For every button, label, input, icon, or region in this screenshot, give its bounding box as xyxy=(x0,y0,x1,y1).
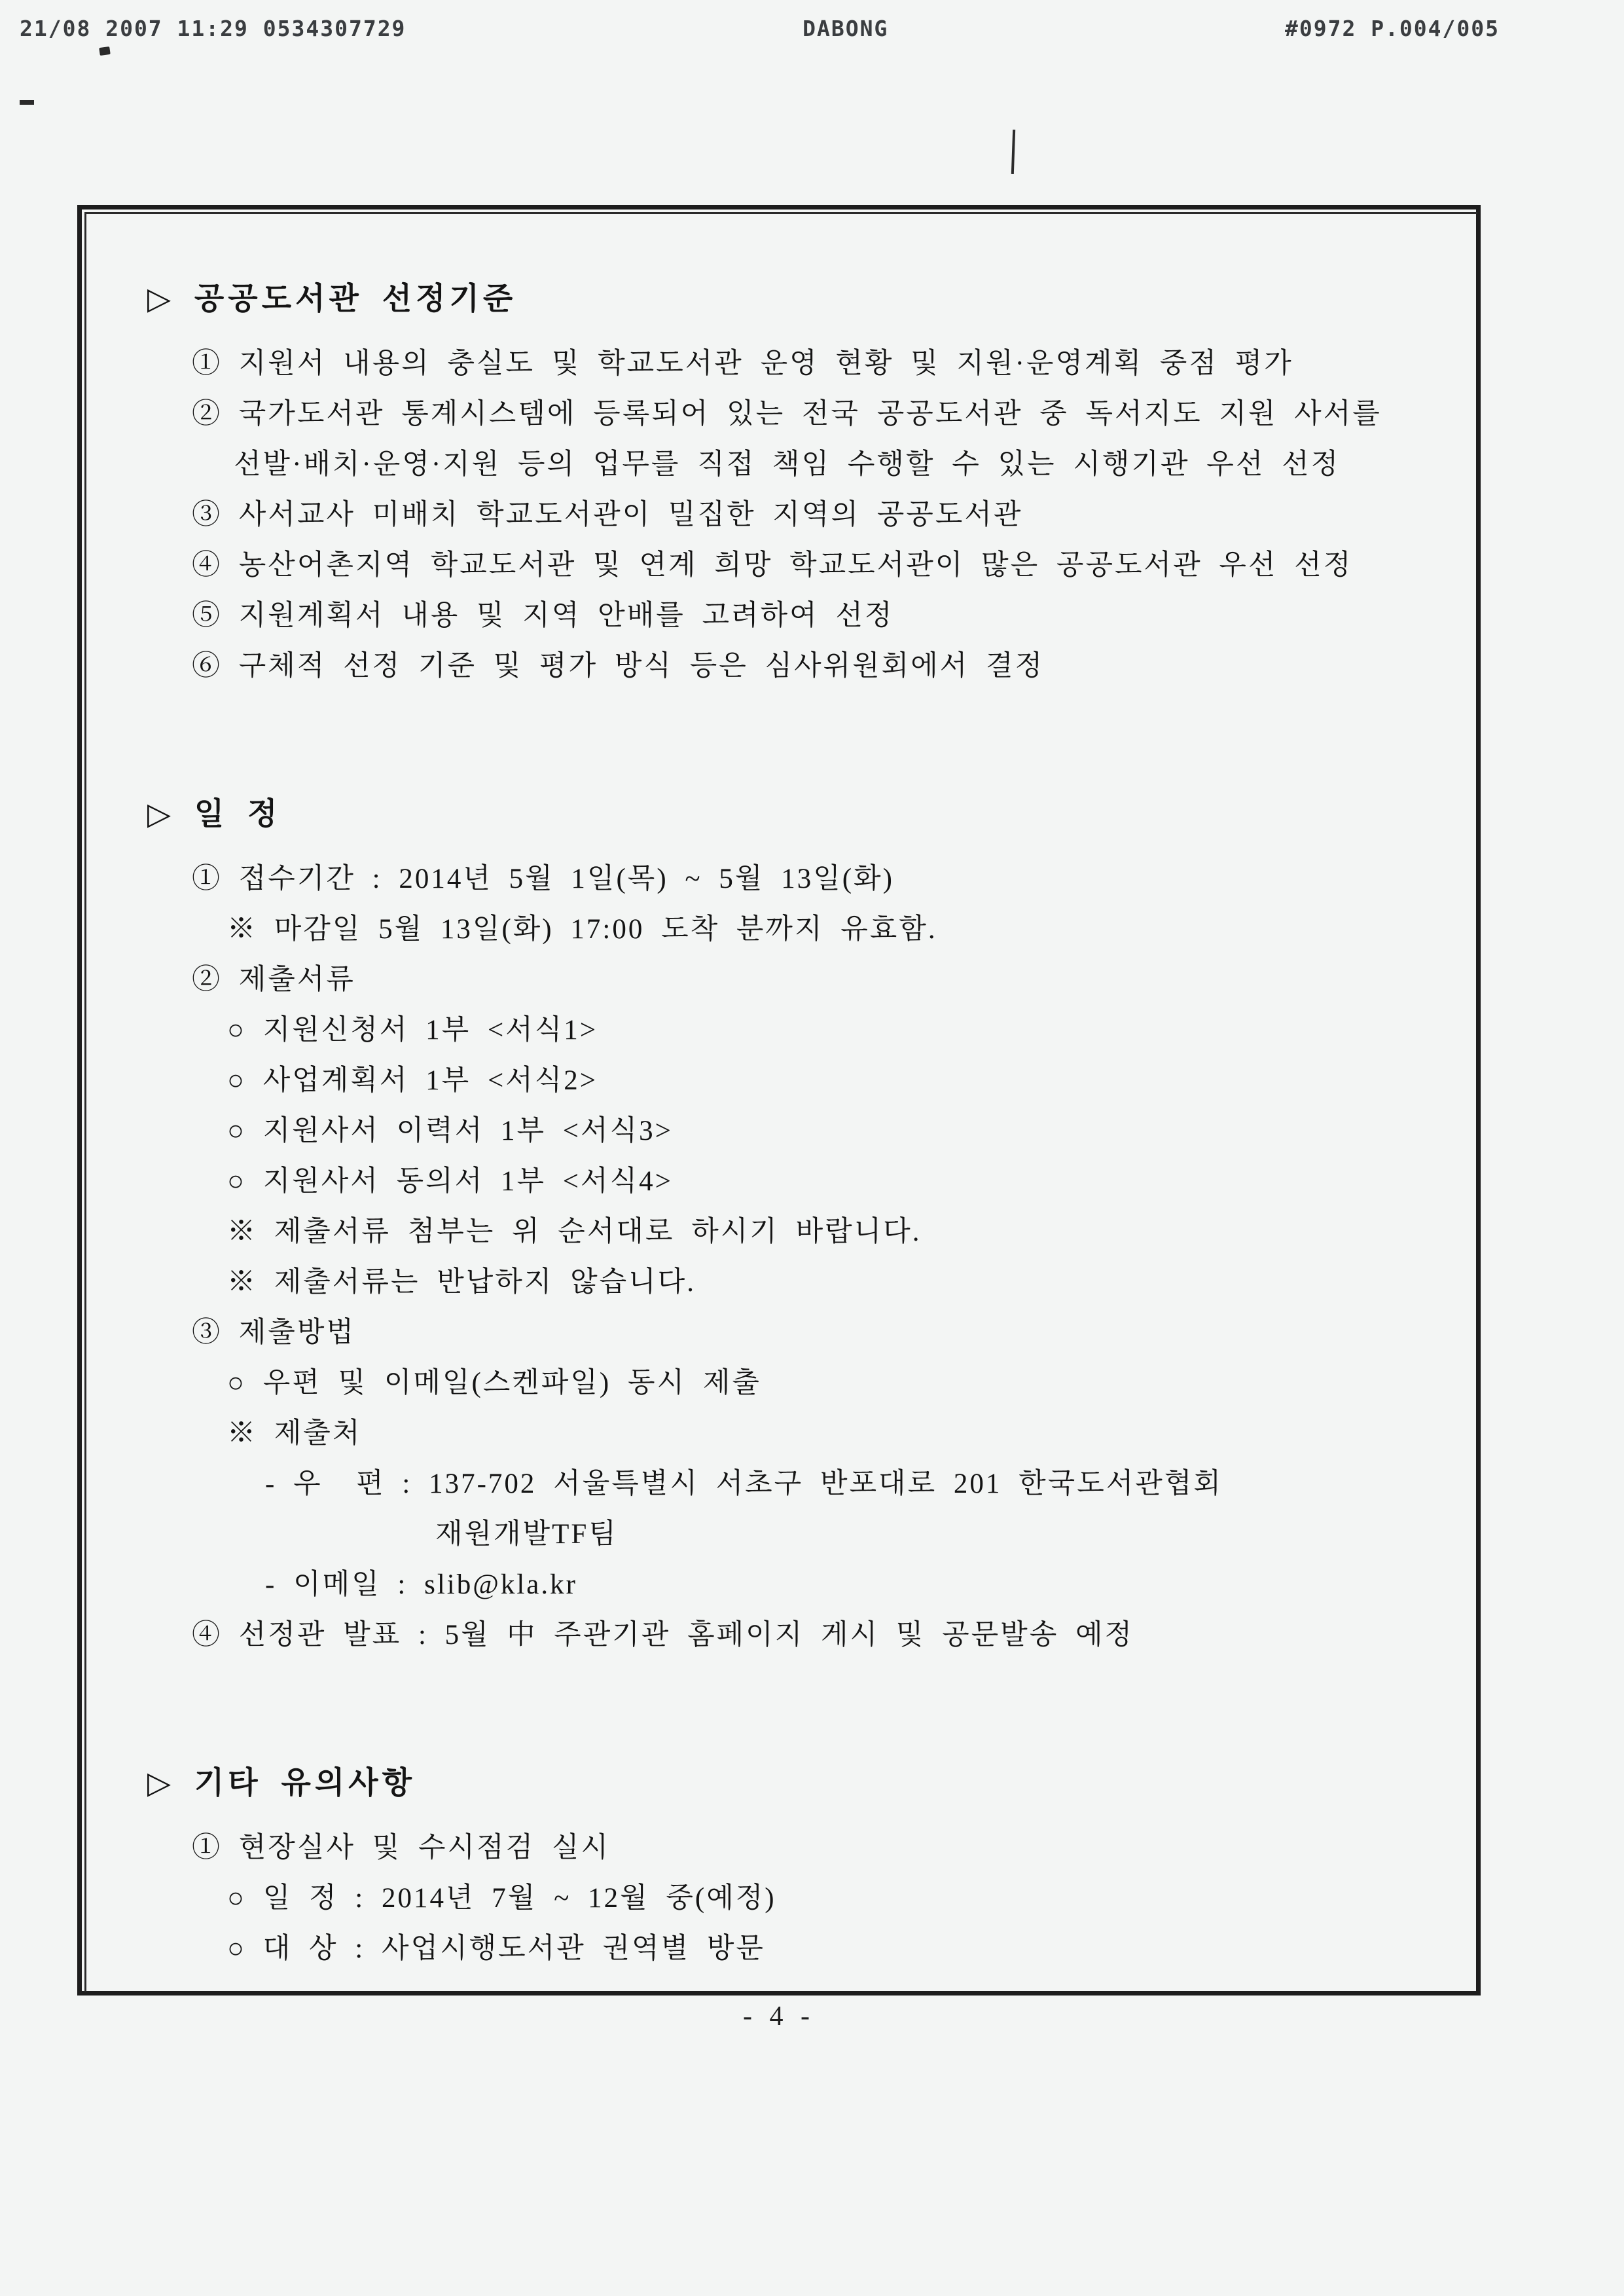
criteria-item-2: ② 국가도서관 통계시스템에 등록되어 있는 전국 공공도서관 중 독서지도 지원 사서를 xyxy=(192,399,1382,429)
notes-section-title: ▷ 기타 유의사항 xyxy=(147,1766,416,1800)
schedule-postal-address: - 우 편 : 137-702 서울특별시 서초구 반포대로 201 한국도서관협회 xyxy=(265,1468,1223,1499)
schedule-postal-address-team: 재원개발TF팀 xyxy=(435,1519,618,1550)
notes-inspection-schedule: ○ 일 정 : 2014년 7월 ~ 12월 중(예정) xyxy=(227,1883,776,1914)
document-frame xyxy=(77,205,1481,1995)
schedule-doc-librarian-consent: ○ 지원사서 동의서 1부 <서식4> xyxy=(227,1166,673,1197)
schedule-attachment-order-note: ※ 제출서류 첨부는 위 순서대로 하시기 바랍니다. xyxy=(227,1216,922,1247)
scan-artifact-vertical-tick xyxy=(1011,130,1015,174)
schedule-submission-method-heading: ③ 제출방법 xyxy=(192,1317,355,1348)
schedule-section-title: ▷ 일 정 xyxy=(147,797,281,831)
fax-header xyxy=(0,12,1624,45)
criteria-item-5: ⑤ 지원계획서 내용 및 지역 안배를 고려하여 선정 xyxy=(192,600,894,631)
criteria-item-1: ① 지원서 내용의 충실도 및 학교도서관 운영 현황 및 지원·운영계획 중점 평가 xyxy=(192,348,1293,379)
fax-header-page-info: #0972 P.004/005 xyxy=(1284,15,1500,41)
schedule-doc-application-form: ○ 지원신청서 1부 <서식1> xyxy=(227,1015,598,1046)
criteria-item-6: ⑥ 구체적 선정 기준 및 평가 방식 등은 심사위원회에서 결정 xyxy=(192,651,1045,682)
schedule-submission-address-heading: ※ 제출처 xyxy=(227,1418,362,1449)
criteria-item-3: ③ 사서교사 미배치 학교도서관이 밀집한 지역의 공공도서관 xyxy=(192,500,1023,530)
schedule-deadline-note: ※ 마감일 5월 13일(화) 17:00 도착 분까지 유효함. xyxy=(227,914,937,945)
schedule-doc-librarian-resume: ○ 지원사서 이력서 1부 <서식3> xyxy=(227,1116,673,1146)
schedule-submission-method: ○ 우편 및 이메일(스켄파일) 동시 제출 xyxy=(227,1368,761,1398)
page-number: - 4 - xyxy=(743,2001,815,2032)
notes-inspection-target: ○ 대 상 : 사업시행도서관 권역별 방문 xyxy=(227,1933,765,1964)
fax-header-datetime: 21/08 2007 11:29 0534307729 xyxy=(20,15,406,41)
schedule-announcement: ④ 선정관 발표 : 5월 中 주관기관 홈페이지 게시 및 공문발송 예정 xyxy=(192,1620,1134,1650)
document-content xyxy=(82,272,1476,1974)
scan-artifact-check-mark xyxy=(99,46,111,56)
criteria-section-title: ▷ 공공도서관 선정기준 xyxy=(147,282,517,316)
schedule-no-return-note: ※ 제출서류는 반납하지 않습니다. xyxy=(227,1267,696,1298)
schedule-email-address: - 이메일 : slib@kla.kr xyxy=(265,1569,577,1600)
scan-artifact-dash xyxy=(20,100,34,105)
criteria-item-2-continued: 선발·배치·운영·지원 등의 업무를 직접 책임 수행할 수 있는 시행기관 우선 선정 xyxy=(234,449,1341,480)
schedule-documents-heading: ② 제출서류 xyxy=(192,964,355,995)
schedule-reception-period: ① 접수기간 : 2014년 5월 1일(목) ~ 5월 13일(화) xyxy=(192,864,894,894)
criteria-item-4: ④ 농산어촌지역 학교도서관 및 연계 희망 학교도서관이 많은 공공도서관 우선 선정 xyxy=(192,550,1353,581)
notes-site-inspection: ① 현장실사 및 수시점검 실시 xyxy=(192,1832,610,1863)
schedule-doc-business-plan: ○ 사업계획서 1부 <서식2> xyxy=(227,1065,598,1096)
fax-header-sender: DABONG xyxy=(803,15,889,41)
